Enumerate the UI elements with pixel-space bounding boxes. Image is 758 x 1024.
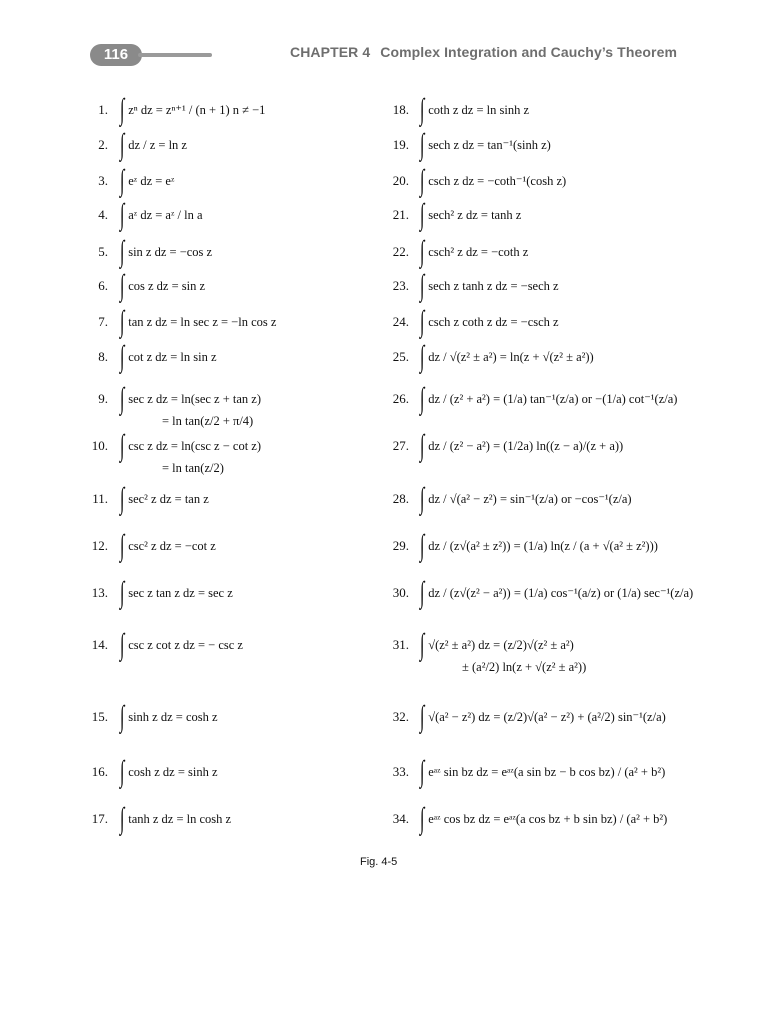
- formula-number: 15.: [91, 709, 108, 724]
- formula-expression: cot z dz = ln sin z: [128, 349, 217, 364]
- formula-cell: [118, 702, 218, 732]
- integral-sign-icon: ∫: [119, 198, 125, 231]
- formula-number: 7.: [98, 314, 108, 329]
- integral-sign-icon: ∫: [119, 340, 125, 373]
- formula-cell: [118, 384, 261, 414]
- integral-sign-icon: ∫: [119, 700, 125, 733]
- formula-cell: [118, 342, 217, 372]
- formula-cell: [418, 200, 521, 230]
- chapter-label: CHAPTER 4: [290, 44, 371, 60]
- formula-cell: [418, 130, 551, 160]
- integral-sign-icon: ∫: [119, 269, 125, 302]
- formula-number: 12.: [91, 538, 108, 553]
- formula-expression: sech z dz = tan⁻¹(sinh z): [428, 138, 551, 152]
- formula-number: 33.: [392, 764, 409, 779]
- formula-number: 8.: [98, 349, 108, 364]
- formula-cell: [118, 271, 205, 301]
- formula-expression: cos z dz = sin z: [128, 278, 206, 293]
- integral-sign-icon: ∫: [419, 269, 425, 302]
- integral-sign-icon: ∫: [119, 802, 125, 835]
- integral-sign-icon: ∫: [119, 128, 125, 161]
- chapter-title: Complex Integration and Cauchy’s Theorem: [380, 44, 678, 60]
- formula-cell: [418, 431, 623, 461]
- formula-cell: [418, 237, 528, 267]
- formula-expression: dz / √(a² − z²) = sin⁻¹(z/a) or −cos⁻¹(z/a): [428, 492, 632, 506]
- formula-expression: dz / (z² − a²) = (1/2a) ln((z − a)/(z + a)): [428, 438, 624, 453]
- integral-sign-icon: ∫: [119, 429, 125, 462]
- formula-cell: [418, 484, 632, 514]
- formula-number: 23.: [392, 278, 409, 293]
- formula-cell: [118, 630, 243, 660]
- integral-sign-icon: ∫: [419, 482, 425, 515]
- formula-expression: sec² z dz = tan z: [128, 491, 209, 506]
- formula-number: 26.: [392, 391, 409, 406]
- integral-sign-icon: ∫: [119, 628, 125, 661]
- formula-number: 29.: [392, 538, 409, 553]
- formula-expression: sin z dz = −cos z: [128, 244, 213, 259]
- formula-expression: sinh z dz = cosh z: [128, 709, 218, 724]
- header-rule: [138, 53, 212, 57]
- integral-sign-icon: ∫: [419, 576, 425, 609]
- formula-expression: csch² z dz = −coth z: [428, 244, 529, 259]
- formula-number: 19.: [392, 137, 409, 152]
- formula-cell: [418, 531, 658, 561]
- formula-expression: eᶻ dz = eᶻ: [128, 173, 175, 188]
- formula-cell: [118, 484, 209, 514]
- integral-sign-icon: ∫: [419, 382, 425, 415]
- formula-cell: [118, 307, 276, 337]
- integral-sign-icon: ∫: [119, 305, 125, 338]
- formula-number: 30.: [392, 585, 409, 600]
- integral-sign-icon: ∫: [419, 128, 425, 161]
- formula-expression: sech z tanh z dz = −sech z: [428, 278, 559, 293]
- formula-cell: [418, 804, 667, 834]
- integral-sign-icon: ∫: [119, 576, 125, 609]
- integral-sign-icon: ∫: [119, 235, 125, 268]
- formula-cell: [118, 804, 231, 834]
- formula-expression: csc z dz = ln(csc z − cot z): [128, 438, 262, 453]
- formula-expression: csc² z dz = −cot z: [128, 538, 216, 553]
- formula-expression: sec z tan z dz = sec z: [128, 585, 233, 600]
- formula-number: 9.: [98, 391, 108, 406]
- formula-expression: tan z dz = ln sec z = −ln cos z: [128, 314, 277, 329]
- formula-expression: cosh z dz = sinh z: [128, 764, 218, 779]
- formula-number: 25.: [392, 349, 409, 364]
- formula-number: 22.: [392, 244, 409, 259]
- page-number-badge: 116: [90, 44, 142, 66]
- formula-number: 17.: [91, 811, 108, 826]
- integral-sign-icon: ∫: [419, 93, 425, 126]
- formula-cell: [418, 630, 574, 660]
- formula-cell: [418, 307, 559, 337]
- formula-number: 18.: [392, 102, 409, 117]
- integral-sign-icon: ∫: [119, 529, 125, 562]
- integral-sign-icon: ∫: [119, 382, 125, 415]
- formula-number: 28.: [392, 491, 409, 506]
- formula-number: 21.: [392, 207, 409, 222]
- integral-sign-icon: ∫: [419, 235, 425, 268]
- formula-expression: dz / z = ln z: [128, 137, 187, 152]
- formula-cell: [118, 757, 218, 787]
- formula-expression: coth z dz = ln sinh z: [428, 102, 529, 117]
- formula-expression: csch z dz = −coth⁻¹(cosh z): [428, 174, 567, 188]
- formula-expression: aᶻ dz = aᶻ / ln a: [128, 207, 203, 222]
- formula-cell: [118, 166, 174, 196]
- formula-continuation: = ln tan(z/2): [162, 461, 224, 475]
- formula-cell: [418, 702, 666, 732]
- formula-cell: [118, 431, 261, 461]
- formula-cell: [118, 200, 203, 230]
- formula-number: 1.: [98, 102, 108, 117]
- formula-number: 16.: [91, 764, 108, 779]
- integral-sign-icon: ∫: [419, 755, 425, 788]
- formula-number: 13.: [91, 585, 108, 600]
- formula-cell: [418, 578, 693, 608]
- formula-number: 6.: [98, 278, 108, 293]
- figure-caption: Fig. 4-5: [360, 856, 398, 868]
- formula-expression: √(z² ± a²) dz = (z/2)√(z² ± a²): [428, 637, 574, 652]
- formula-expression: eᵃᶻ sin bz dz = eᵃᶻ(a sin bz − b cos bz) / (a² + b²): [428, 764, 666, 779]
- formula-expression: sech² z dz = tanh z: [428, 207, 522, 222]
- formula-cell: [418, 166, 566, 196]
- integral-sign-icon: ∫: [119, 164, 125, 197]
- formula-expression: sec z dz = ln(sec z + tan z): [128, 391, 262, 406]
- formula-cell: [118, 531, 216, 561]
- formula-number: 2.: [98, 137, 108, 152]
- integral-sign-icon: ∫: [419, 529, 425, 562]
- formula-cell: [118, 578, 233, 608]
- integral-sign-icon: ∫: [419, 802, 425, 835]
- integral-sign-icon: ∫: [119, 93, 125, 126]
- integral-sign-icon: ∫: [419, 198, 425, 231]
- formula-expression: dz / (z√(a² ± z²)) = (1/a) ln(z / (a + √(a² ± z²))): [428, 538, 658, 553]
- formula-cell: [418, 342, 594, 372]
- formula-cell: [118, 130, 187, 160]
- formula-cell: [418, 95, 529, 125]
- formula-continuation: ± (a²/2) ln(z + √(z² ± a²)): [462, 660, 587, 674]
- formula-number: 32.: [392, 709, 409, 724]
- integral-sign-icon: ∫: [419, 429, 425, 462]
- formula-cell: [418, 384, 677, 414]
- formula-number: 34.: [392, 811, 409, 826]
- formula-expression: csch z coth z dz = −csch z: [428, 314, 559, 329]
- formula-cell: [118, 237, 212, 267]
- formula-expression: zⁿ dz = zⁿ⁺¹ / (n + 1) n ≠ −1: [128, 103, 266, 117]
- formula-continuation: = ln tan(z/2 + π/4): [162, 414, 254, 428]
- formula-number: 4.: [98, 207, 108, 222]
- formula-expression: csc z cot z dz = − csc z: [128, 637, 243, 652]
- formula-number: 10.: [91, 438, 108, 453]
- integral-sign-icon: ∫: [419, 305, 425, 338]
- formula-expression: tanh z dz = ln cosh z: [128, 811, 232, 826]
- formula-cell: [418, 757, 665, 787]
- integral-sign-icon: ∫: [119, 482, 125, 515]
- integral-sign-icon: ∫: [419, 700, 425, 733]
- integral-sign-icon: ∫: [419, 628, 425, 661]
- formula-number: 3.: [98, 173, 108, 188]
- running-head: [290, 44, 678, 60]
- integral-sign-icon: ∫: [119, 755, 125, 788]
- formula-expression: dz / √(z² ± a²) = ln(z + √(z² ± a²)): [428, 349, 594, 364]
- formula-number: 14.: [91, 637, 108, 652]
- formula-number: 20.: [392, 173, 409, 188]
- formula-number: 11.: [92, 491, 108, 506]
- formula-number: 31.: [392, 637, 409, 652]
- formula-expression: eᵃᶻ cos bz dz = eᵃᶻ(a cos bz + b sin bz) / (a² + b²): [428, 811, 668, 826]
- formula-number: 5.: [98, 244, 108, 259]
- formula-cell: [118, 95, 265, 125]
- page-header: [0, 0, 758, 80]
- formula-cell: [418, 271, 559, 301]
- integral-sign-icon: ∫: [419, 164, 425, 197]
- formula-expression: dz / (z² + a²) = (1/a) tan⁻¹(z/a) or −(1/a) cot⁻¹(z/a): [428, 392, 678, 406]
- formula-expression: √(a² − z²) dz = (z/2)√(a² − z²) + (a²/2) sin⁻¹(z/a): [428, 710, 666, 724]
- formula-number: 27.: [392, 438, 409, 453]
- formula-expression: dz / (z√(z² − a²)) = (1/a) cos⁻¹(a/z) or (1/a) sec⁻¹(z/a): [428, 586, 694, 600]
- integral-sign-icon: ∫: [419, 340, 425, 373]
- formula-number: 24.: [392, 314, 409, 329]
